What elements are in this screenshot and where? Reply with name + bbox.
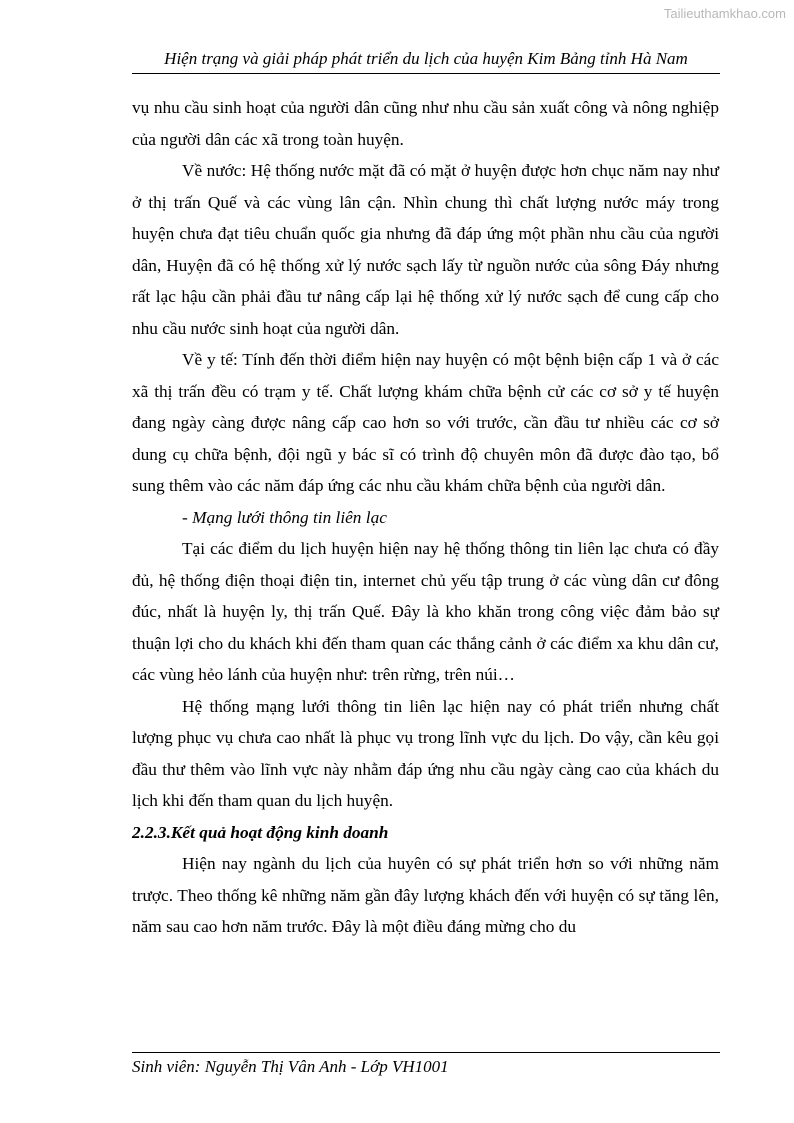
section-heading: 2.2.3.Kết quả hoạt động kinh doanh bbox=[132, 822, 389, 842]
paragraph-water: Về nước: Hệ thống nước mặt đã có mặt ở huyện được hơn chục năm nay như ở thị trấn Quế và các vùng lân cận. Nhìn chung thì chất lượng nước máy trong huyện chưa đạt tiêu chuẩn quốc gia nhưng đã đáp ứng một phần nhu cầu của người dân, Huyện đã có hệ thống xử lý nước sạch lấy từ nguồn nước của sông Đáy nhưng rất lạc hậu cần phải đầu tư nâng cấp lại hệ thống xử lý nước sạch để cung cấp cho nhu cầu nước sinh hoạt của người dân. bbox=[132, 161, 719, 338]
page-header-title: Hiện trạng và giải pháp phát triển du lịch của huyện Kim Bảng tỉnh Hà Nam bbox=[164, 49, 688, 68]
paragraph-health: Về y tế: Tính đến thời điểm hiện nay huyện có một bệnh biện cấp 1 và ở các xã thị trấn đều có trạm y tế. Chất lượng khám chữa bệnh cử các cơ sở y tế huyện đang ngày càng được nâng cấp cao hơn so với trước, cần đầu tư nhiều các cơ sở dung cụ chữa bệnh, đội ngũ y bác sĩ có trình độ chuyên môn đã được đào tạo, bổ sung thêm vào các năm đáp ứng các nhu cầu khám chữa bệnh của người dân. bbox=[132, 350, 719, 495]
page-body bbox=[132, 92, 719, 943]
paragraph-continued: vụ nhu cầu sinh hoạt của người dân cũng như nhu cầu sản xuất công và nông nghiệp của người dân các xã trong toàn huyện. bbox=[132, 98, 719, 149]
paragraph-network: Hệ thống mạng lưới thông tin liên lạc hiện nay có phát triển nhưng chất lượng phục vụ chưa cao nhất là phục vụ trong lĩnh vực du lịch. Do vậy, cần kêu gọi đầu thư thêm vào lĩnh vực này nhằm đáp ứng nhu cầu ngày càng cao của khách du lịch khi đến tham quan du lịch huyện. bbox=[132, 696, 719, 810]
footer-divider bbox=[132, 1052, 720, 1053]
subheading-communication: - Mạng lưới thông tin liên lạc bbox=[182, 507, 387, 527]
header-divider bbox=[132, 73, 720, 74]
watermark: Tailieuthamkhao.com bbox=[663, 6, 786, 21]
page-footer: Sinh viên: Nguyễn Thị Vân Anh - Lớp VH1001 bbox=[132, 1057, 449, 1076]
paragraph-business: Hiện nay ngành du lịch của huyên có sự phát triển hơn so với những năm trược. Theo thống kê những năm gần đây lượng khách đến với huyện có sự tăng lên, năm sau cao hơn năm trước. Đây là một điều đáng mừng cho du bbox=[132, 854, 719, 936]
paragraph-communication: Tại các điểm du lịch huyện hiện nay hệ thống thông tin liên lạc chưa có đầy đủ, hệ thống điện thoại điện tin, internet chủ yếu tập trung ở các vùng dân cư đông đúc, nhất là huyện ly, thị trấn Quế. Đây là kho khăn trong công việc đảm bảo sự thuận lợi cho du khách khi đến tham quan các thắng cảnh ở các điểm xa khu dân cư, các vùng hẻo lánh của huyện như: trên rừng, trên núi… bbox=[132, 539, 719, 684]
